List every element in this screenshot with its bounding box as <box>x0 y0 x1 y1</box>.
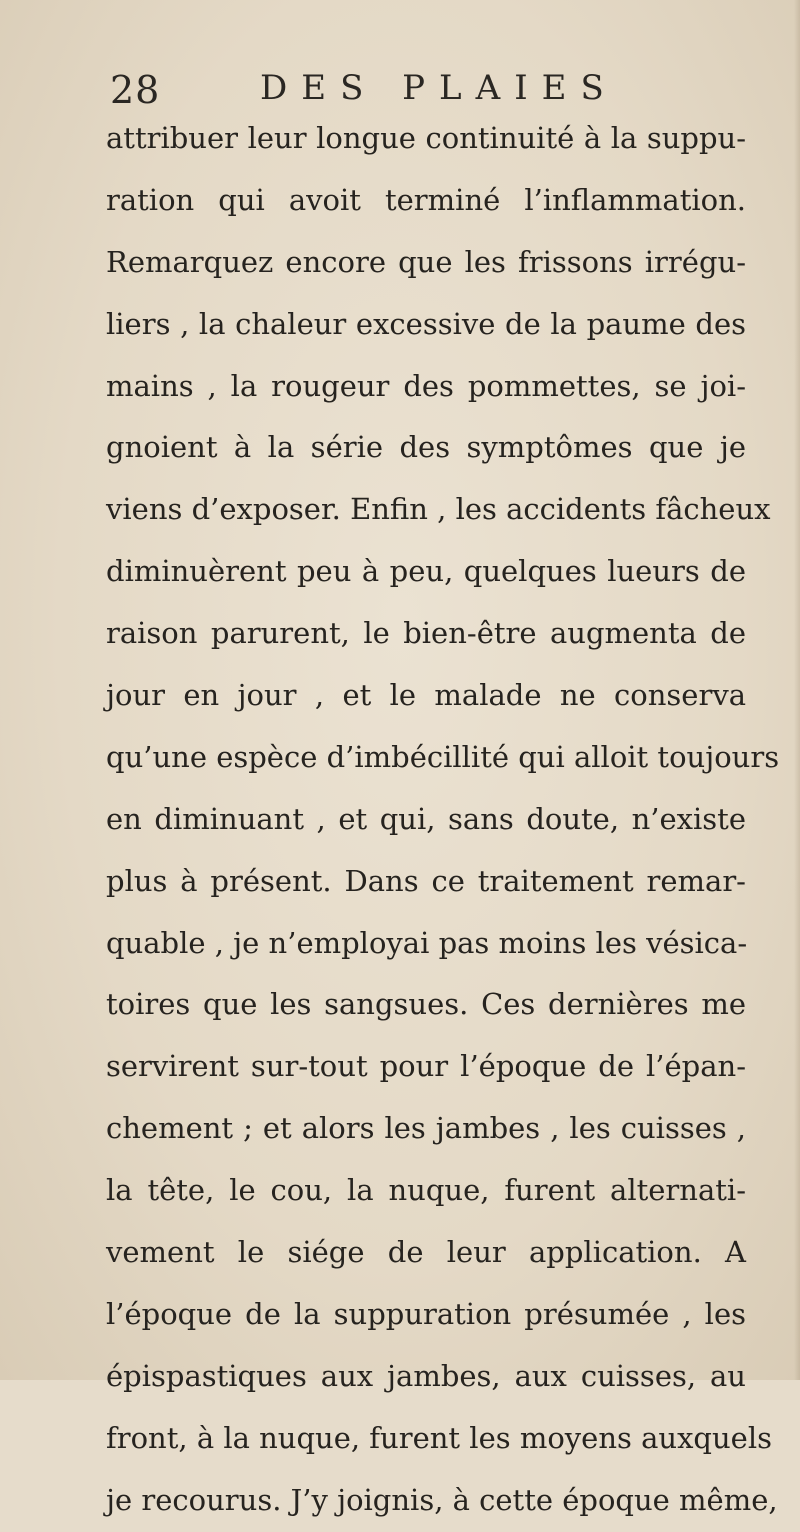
text-line: gnoient à la série des symptômes que je <box>106 430 746 465</box>
running-title: DES PLAIES <box>260 68 618 108</box>
text-line: l’époque de la suppuration présumée , les <box>106 1296 746 1331</box>
text-line: jour en jour , et le malade ne conserva <box>106 678 746 713</box>
text-line: la tête, le cou, la nuque, furent alternati- <box>106 1173 746 1208</box>
page-edge-shadow <box>794 0 800 1380</box>
text-line: quable , je n’employai pas moins les vésica- <box>106 925 748 960</box>
text-line: front, à la nuque, furent les moyens auxquels <box>106 1420 772 1455</box>
text-line: toires que les sangsues. Ces dernières me <box>106 987 746 1022</box>
text-line: servirent sur-tout pour l’époque de l’épan- <box>106 1049 746 1084</box>
page-number: 28 <box>110 68 161 112</box>
text-line: mains , la rougeur des pommettes, se joi- <box>106 368 746 403</box>
text-line: Remarquez encore que les frissons irrégu- <box>106 244 746 279</box>
text-line: je recourus. J’y joignis, à cette époque même, <box>106 1482 778 1517</box>
text-line: attribuer leur longue continuité à la suppu- <box>106 121 746 155</box>
text-line: vement le siége de leur application. A <box>106 1235 746 1270</box>
text-line: qu’une espèce d’imbécillité qui alloit toujours <box>106 739 780 774</box>
text-line: en diminuant , et qui, sans doute, n’existe <box>106 801 746 836</box>
text-line: diminuèrent peu à peu, quelques lueurs de <box>106 554 746 589</box>
text-line: viens d’exposer. Enfin , les accidents fâcheux <box>106 492 771 527</box>
text-line: liers , la chaleur excessive de la paume des <box>106 306 746 341</box>
text-line: ration qui avoit terminé l’inflammation. <box>106 182 746 217</box>
text-line: raison parurent, le bien-être augmenta de <box>106 616 746 651</box>
body-text <box>106 108 780 1531</box>
text-line: chement ; et alors les jambes , les cuisses , <box>106 1111 746 1146</box>
text-line: plus à présent. Dans ce traitement remar- <box>106 863 746 898</box>
text-line: épispastiques aux jambes, aux cuisses, au <box>106 1358 746 1393</box>
